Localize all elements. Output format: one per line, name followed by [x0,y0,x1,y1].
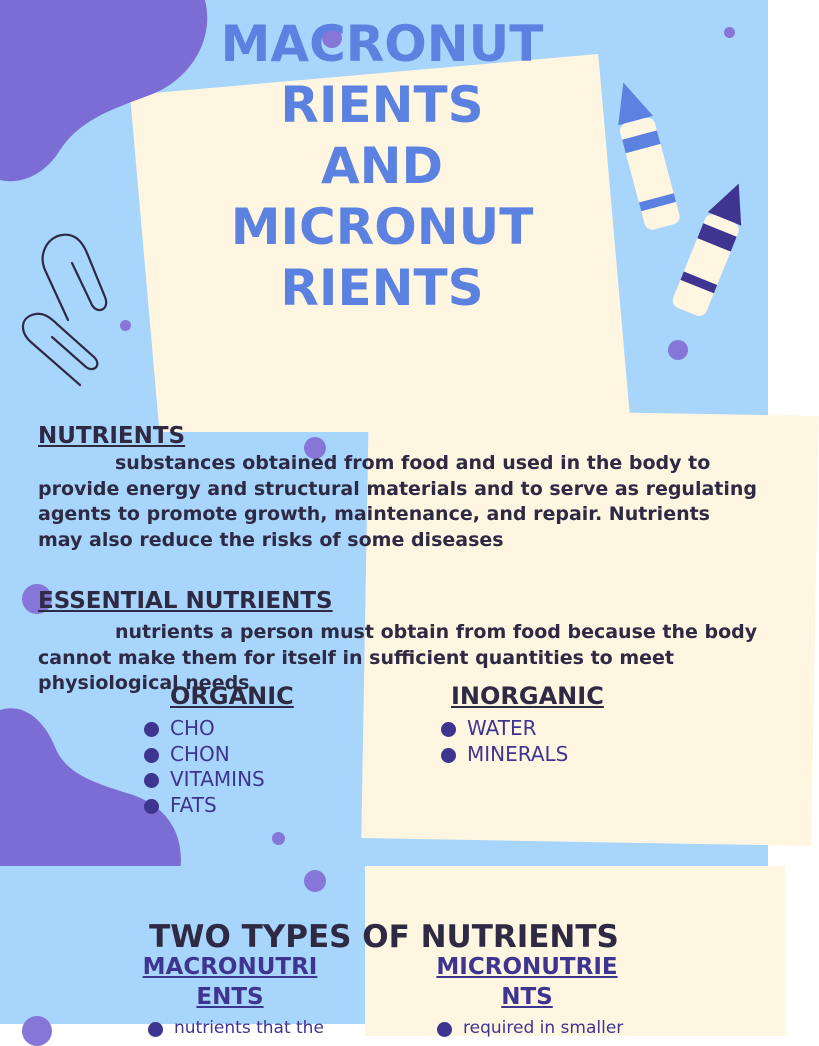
nutrients-heading: NUTRIENTS [38,423,186,449]
title-line: RIENTS [280,76,484,134]
nutrients-definition: substances obtained from food and used in the body to provide energy and structural materials and to serve as regulating agents to promote growth, maintenance, and repair. Nutrients may also reduce the risks of some diseases [38,452,758,551]
micronutrients-heading [412,952,642,1012]
title-slide [0,0,768,432]
page-title [180,14,584,319]
dot-decoration [22,1016,52,1046]
heading-line: NTS [501,984,553,1010]
title-line: MACRONUT [220,15,544,73]
inorganic-heading: INORGANIC [451,682,604,710]
macronutrients-heading [120,952,340,1012]
list-item: WATER [441,716,568,742]
nutrients-slide [0,423,768,866]
list-item: VITAMINS [144,767,265,793]
dot-decoration [668,340,688,360]
heading-line: ENTS [196,984,264,1010]
types-slide [0,866,768,1038]
micronutrients-list [437,1016,623,1042]
title-line: RIENTS [280,259,484,317]
list-item: FATS [144,793,265,819]
paperclip-icon [10,225,120,395]
dot-decoration [120,320,131,331]
heading-line: MACRONUTRI [142,954,318,980]
list-item: CHO [144,716,265,742]
list-item: CHON [144,742,265,768]
title-line: AND [320,137,444,195]
organic-list [144,716,265,818]
organic-heading: ORGANIC [170,682,294,710]
macronutrients-list [148,1016,324,1042]
essential-nutrients-definition: nutrients a person must obtain from food because the body cannot make them for itself in sufficient quantities to meet physiological needs [38,621,758,694]
dot-decoration [272,832,285,845]
title-line: MICRONUT [230,198,534,256]
dot-decoration [304,870,326,892]
list-item: nutrients that the [148,1016,324,1042]
section-title: TWO TYPES OF NUTRIENTS [149,919,619,955]
inorganic-list [441,716,568,767]
essential-nutrients-heading: ESSENTIAL NUTRIENTS [38,588,333,614]
crayon-icon [620,70,760,320]
dot-decoration [724,27,735,38]
list-item: required in smaller [437,1016,623,1042]
list-item: MINERALS [441,742,568,768]
heading-line: MICRONUTRIE [436,954,618,980]
